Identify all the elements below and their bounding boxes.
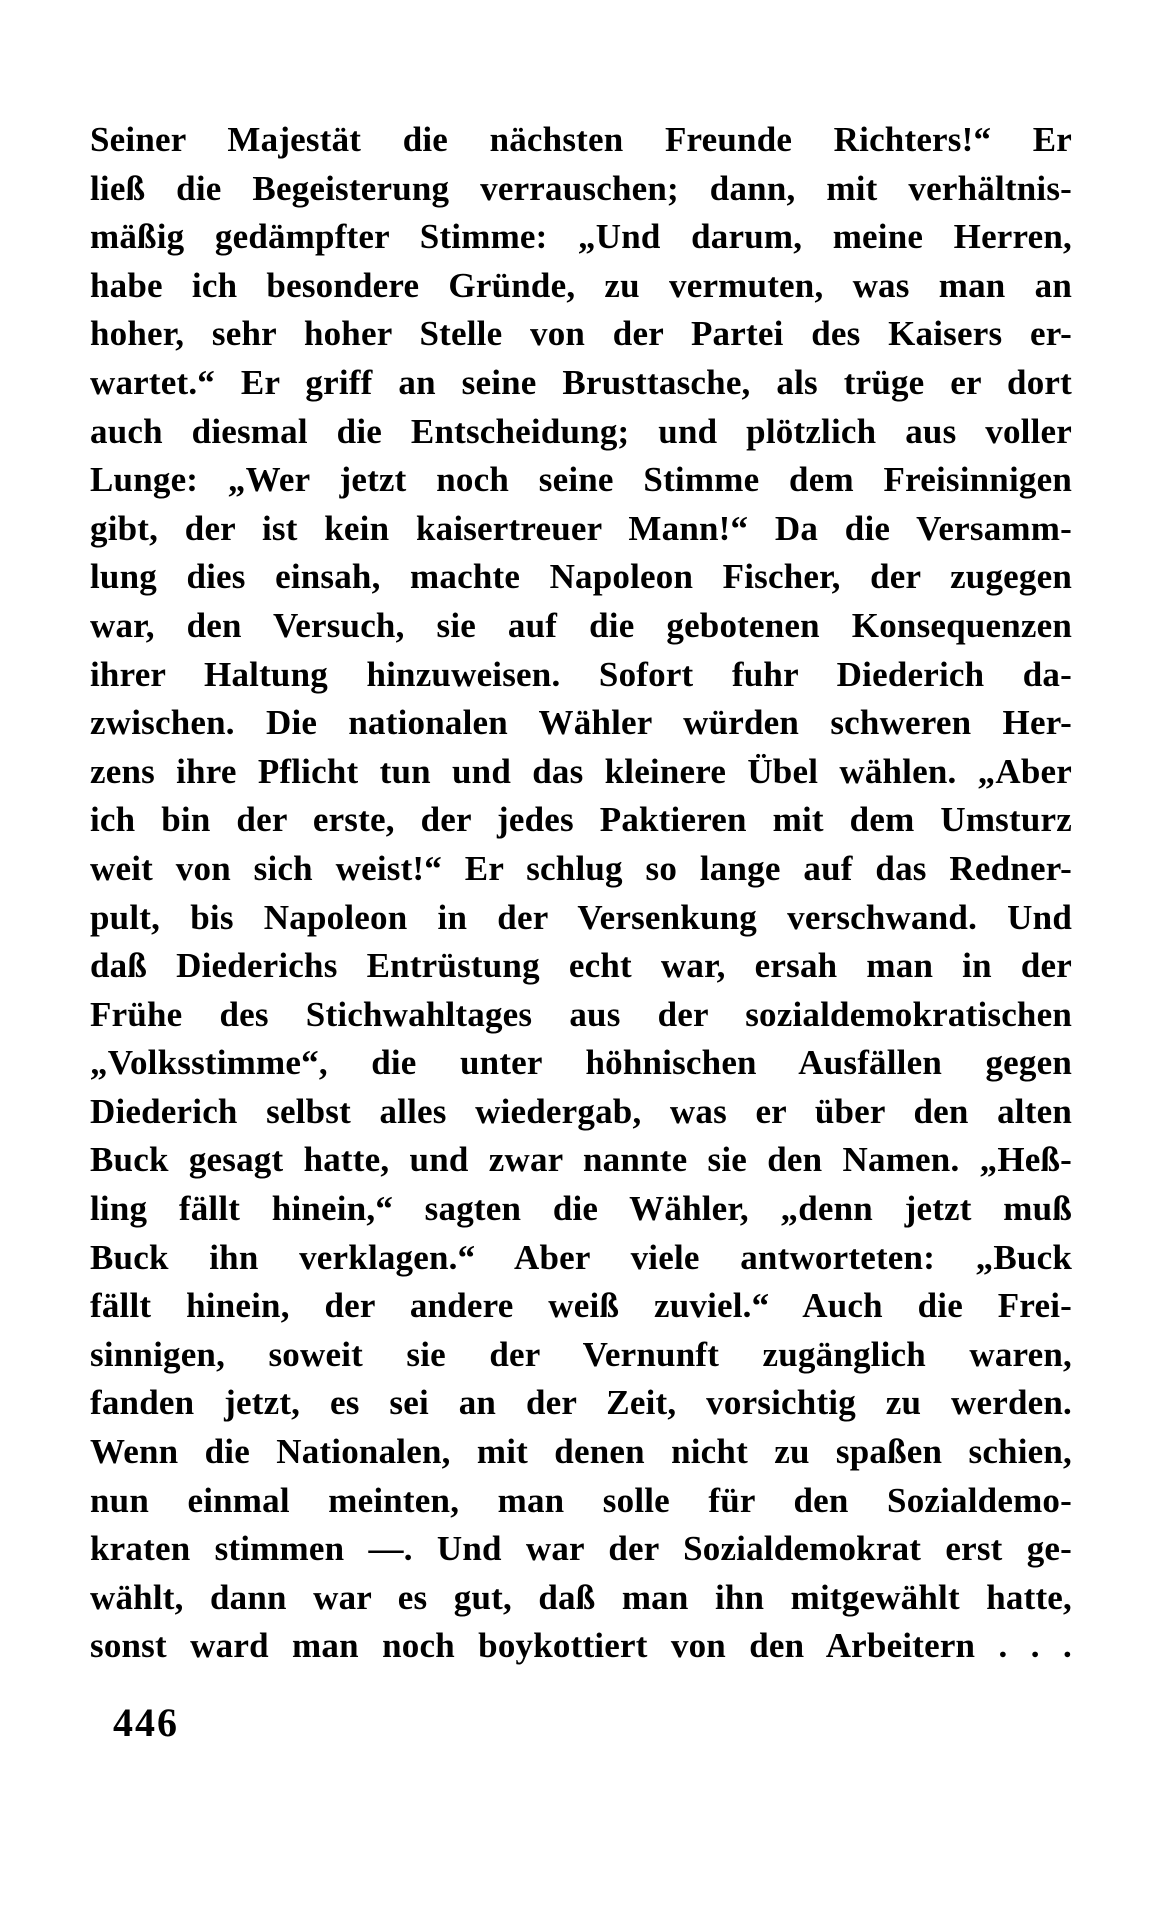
text-line: mäßig gedämpfter Stimme: „Und darum, meine Herren,: [90, 217, 1072, 257]
text-line: ling fällt hinein,“ sagten die Wähler, „denn jetzt muß: [90, 1189, 1072, 1229]
text-line: zwischen. Die nationalen Wähler würden schweren Her-: [90, 703, 1072, 743]
text-line: Buck gesagt hatte, und zwar nannte sie den Namen. „Heß-: [90, 1140, 1072, 1180]
text-line: sonst ward man noch boykottiert von den Arbeitern . . .: [90, 1626, 1072, 1666]
text-line: „Volksstimme“, die unter höhnischen Ausfällen gegen: [90, 1043, 1072, 1083]
text-line: ließ die Begeisterung verrauschen; dann, mit verhältnis-: [90, 168, 1072, 208]
text-line: fällt hinein, der andere weiß zuviel.“ Auch die Frei-: [90, 1286, 1072, 1326]
text-line: habe ich besondere Gründe, zu vermuten, was man an: [90, 265, 1072, 305]
text-block: [90, 116, 1072, 1671]
text-line: sinnigen, soweit sie der Vernunft zugänglich waren,: [90, 1334, 1072, 1374]
text-line: fanden jetzt, es sei an der Zeit, vorsichtig zu werden.: [90, 1383, 1072, 1423]
text-line: gibt, der ist kein kaisertreuer Mann!“ Da die Versamm-: [90, 508, 1072, 548]
text-line: lung dies einsah, machte Napoleon Fischer, der zugegen: [90, 557, 1072, 597]
text-line: wählt, dann war es gut, daß man ihn mitgewählt hatte,: [90, 1577, 1072, 1617]
text-line: auch diesmal die Entscheidung; und plötzlich aus voller: [90, 411, 1072, 451]
text-line: Wenn die Nationalen, mit denen nicht zu spaßen schien,: [90, 1432, 1072, 1472]
text-line: war, den Versuch, sie auf die gebotenen Konsequenzen: [90, 605, 1072, 645]
text-line: pult, bis Napoleon in der Versenkung verschwand. Und: [90, 897, 1072, 937]
text-line: Seiner Majestät die nächsten Freunde Richters!“ Er: [90, 120, 1072, 159]
text-line: ihrer Haltung hinzuweisen. Sofort fuhr Diederich da-: [90, 654, 1072, 694]
text-line: zens ihre Pflicht tun und das kleinere Übel wählen. „Aber: [90, 751, 1072, 791]
text-line: nun einmal meinten, man solle für den Sozialdemo-: [90, 1480, 1072, 1520]
text-line: kraten stimmen —. Und war der Sozialdemokrat erst ge-: [90, 1529, 1072, 1569]
text-line: Lunge: „Wer jetzt noch seine Stimme dem Freisinnigen: [90, 460, 1072, 500]
text-line: Diederich selbst alles wiedergab, was er über den alten: [90, 1091, 1072, 1131]
text-line: hoher, sehr hoher Stelle von der Partei des Kaisers er-: [90, 314, 1072, 354]
text-line: Frühe des Stichwahltages aus der sozialdemokratischen: [90, 994, 1072, 1034]
text-line: weit von sich weist!“ Er schlug so lange auf das Redner-: [90, 848, 1072, 888]
page-number: 446: [113, 1700, 179, 1745]
text-line: daß Diederichs Entrüstung echt war, ersah man in der: [90, 946, 1072, 986]
text-line: Buck ihn verklagen.“ Aber viele antworteten: „Buck: [90, 1237, 1072, 1277]
text-line: wartet.“ Er griff an seine Brusttasche, als trüge er dort: [90, 362, 1072, 402]
text-line: ich bin der erste, der jedes Paktieren mit dem Umsturz: [90, 800, 1072, 840]
